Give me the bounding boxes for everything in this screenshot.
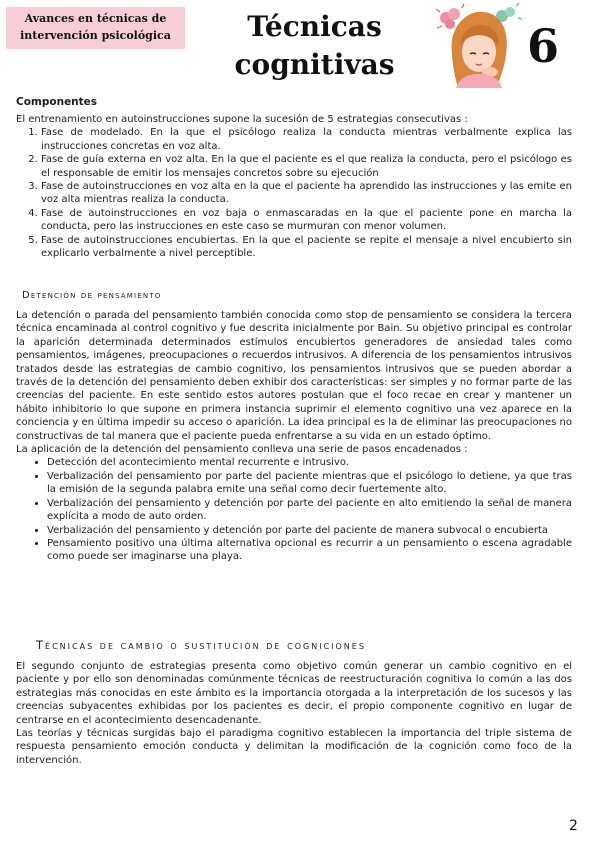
components-heading: Componentes xyxy=(16,96,98,108)
thinking-woman-illustration xyxy=(432,2,524,88)
list-item: • Verbalización del pensamiento y detención por parte del paciente de manera subvocal o encubierta xyxy=(47,524,572,537)
cognitive-change-paragraph-1: El segundo conjunto de estrategias presenta como objetivo común generar un cambio cognitivo en el paciente y por ello son denominadas comúnmente técnicas de reestructuración cognitiva lo común a las dos estrategias más conocidas en este ámbito es la importancia otorgada a la interpretación de los sucesos y las creencias subyacentes exhibidas por los pacientes es decir, el propio componente cognitivo en lugar de centrarse en el acontecimiento desencadenante. xyxy=(16,661,572,726)
page-title-line2: cognitivas xyxy=(234,48,395,81)
list-item: 1. Fase de modelado. En la que el psicólogo realiza la conducta mientras verbalmente explica las instrucciones concretas en voz alta. xyxy=(41,126,572,153)
cognitive-change-heading: Técnicas de cambio o sustitución de cogniciones xyxy=(36,638,366,652)
thought-stopping-section xyxy=(16,309,572,564)
chapter-number: 6 xyxy=(527,19,560,73)
list-item: 2. Fase de guía externa en voz alta. En la que el paciente es el que realiza la conducta, pero el psicólogo es el responsable de emitir los mensajes concretos sobre su ejecución xyxy=(41,153,572,180)
list-item: • Verbalización del pensamiento por parte del paciente mientras que el psicólogo lo detiene, ya que tras la emisión de la segunda palabra emite una señal como decir fuertemente alto. xyxy=(47,470,572,497)
cognitive-change-paragraph-2: Las teorías y técnicas surgidas bajo el paradigma cognitivo establecen la importancia del triple sistema de respuesta pensamiento emoción conducta y delimitan la modificación de la cognición como foco de la intervención. xyxy=(16,728,572,766)
components-steps-list xyxy=(16,126,572,260)
thought-stopping-steps-intro: La aplicación de la detención del pensamiento conlleva una serie de pasos encadenados : xyxy=(16,444,468,456)
page-title-line1: Técnicas xyxy=(247,10,382,43)
components-intro: El entrenamiento en autoinstrucciones supone la sucesión de 5 estrategias consecutivas : xyxy=(16,114,468,125)
page-number: 2 xyxy=(569,818,578,834)
page-title xyxy=(222,8,407,84)
components-section xyxy=(16,113,572,260)
thought-stopping-steps-list xyxy=(16,456,572,563)
list-item: 3. Fase de autoinstrucciones en voz alta en la que el paciente ha aprendido las instrucciones y las emite en voz alta mientras realiza la conducta. xyxy=(41,180,572,207)
course-tag-line2: intervención psicológica xyxy=(20,29,171,42)
list-item: • Detección del acontecimiento mental recurrente e intrusivo. xyxy=(47,456,572,469)
list-item: 5. Fase de autoinstrucciones encubiertas. En la que el paciente se repite el mensaje a nivel encubierto sin explicarlo verbalmente a nivel perceptible. xyxy=(41,234,572,261)
list-item: 4. Fase de autoinstrucciones en voz baja o enmascaradas en la que el paciente pone en marcha la conducta, pero las instrucciones en este caso se murmuran con menor volumen. xyxy=(41,207,572,234)
thought-stopping-heading: Detención de pensamiento xyxy=(22,290,162,301)
cognitive-change-section xyxy=(16,660,572,767)
course-tag-line1: Avances en técnicas de xyxy=(24,12,167,25)
list-item: • Pensamiento positivo una última alternativa opcional es recurrir a un pensamiento o escena agradable como puede ser imaginarse una playa. xyxy=(47,537,572,564)
course-tag xyxy=(6,7,185,49)
list-item: • Verbalización del pensamiento y detención por parte del paciente en alto emitiendo la señal de manera explícita a modo de auto orden. xyxy=(47,497,572,524)
thought-stopping-paragraph: La detención o parada del pensamiento también conocida como stop de pensamiento se considera la tercera técnica encaminada al control cognitivo y fue descrita inicialmente por Bain. Su objetivo principal es controlar la aparición determinada determinados estímulos encubiertos generadores de ansiedad tales como pensamientos, imágenes, preocupaciones o recuerdos intrusivos. A diferencia de los pensamientos intrusivos tratados desde las estrategias de cambio cognitivo, los pensamientos intrusivos que se pueden abordar a través de la detención del pensamiento deben exhibir dos características: ser simples y no formar parte de las creencias del paciente. En este sentido estos autores postulan que el foco recae en crear y mantener un hábito inhibitorio lo que supone en primera instancia suprimir el elemento cognitivo una vez aparece en la conciencia y en última impedir su acceso o aparición. La idea principal es la de eliminar las preocupaciones no constructivas de tal manera que el paciente pueda enfrentarse a su vida en un estado óptimo. xyxy=(16,310,572,442)
